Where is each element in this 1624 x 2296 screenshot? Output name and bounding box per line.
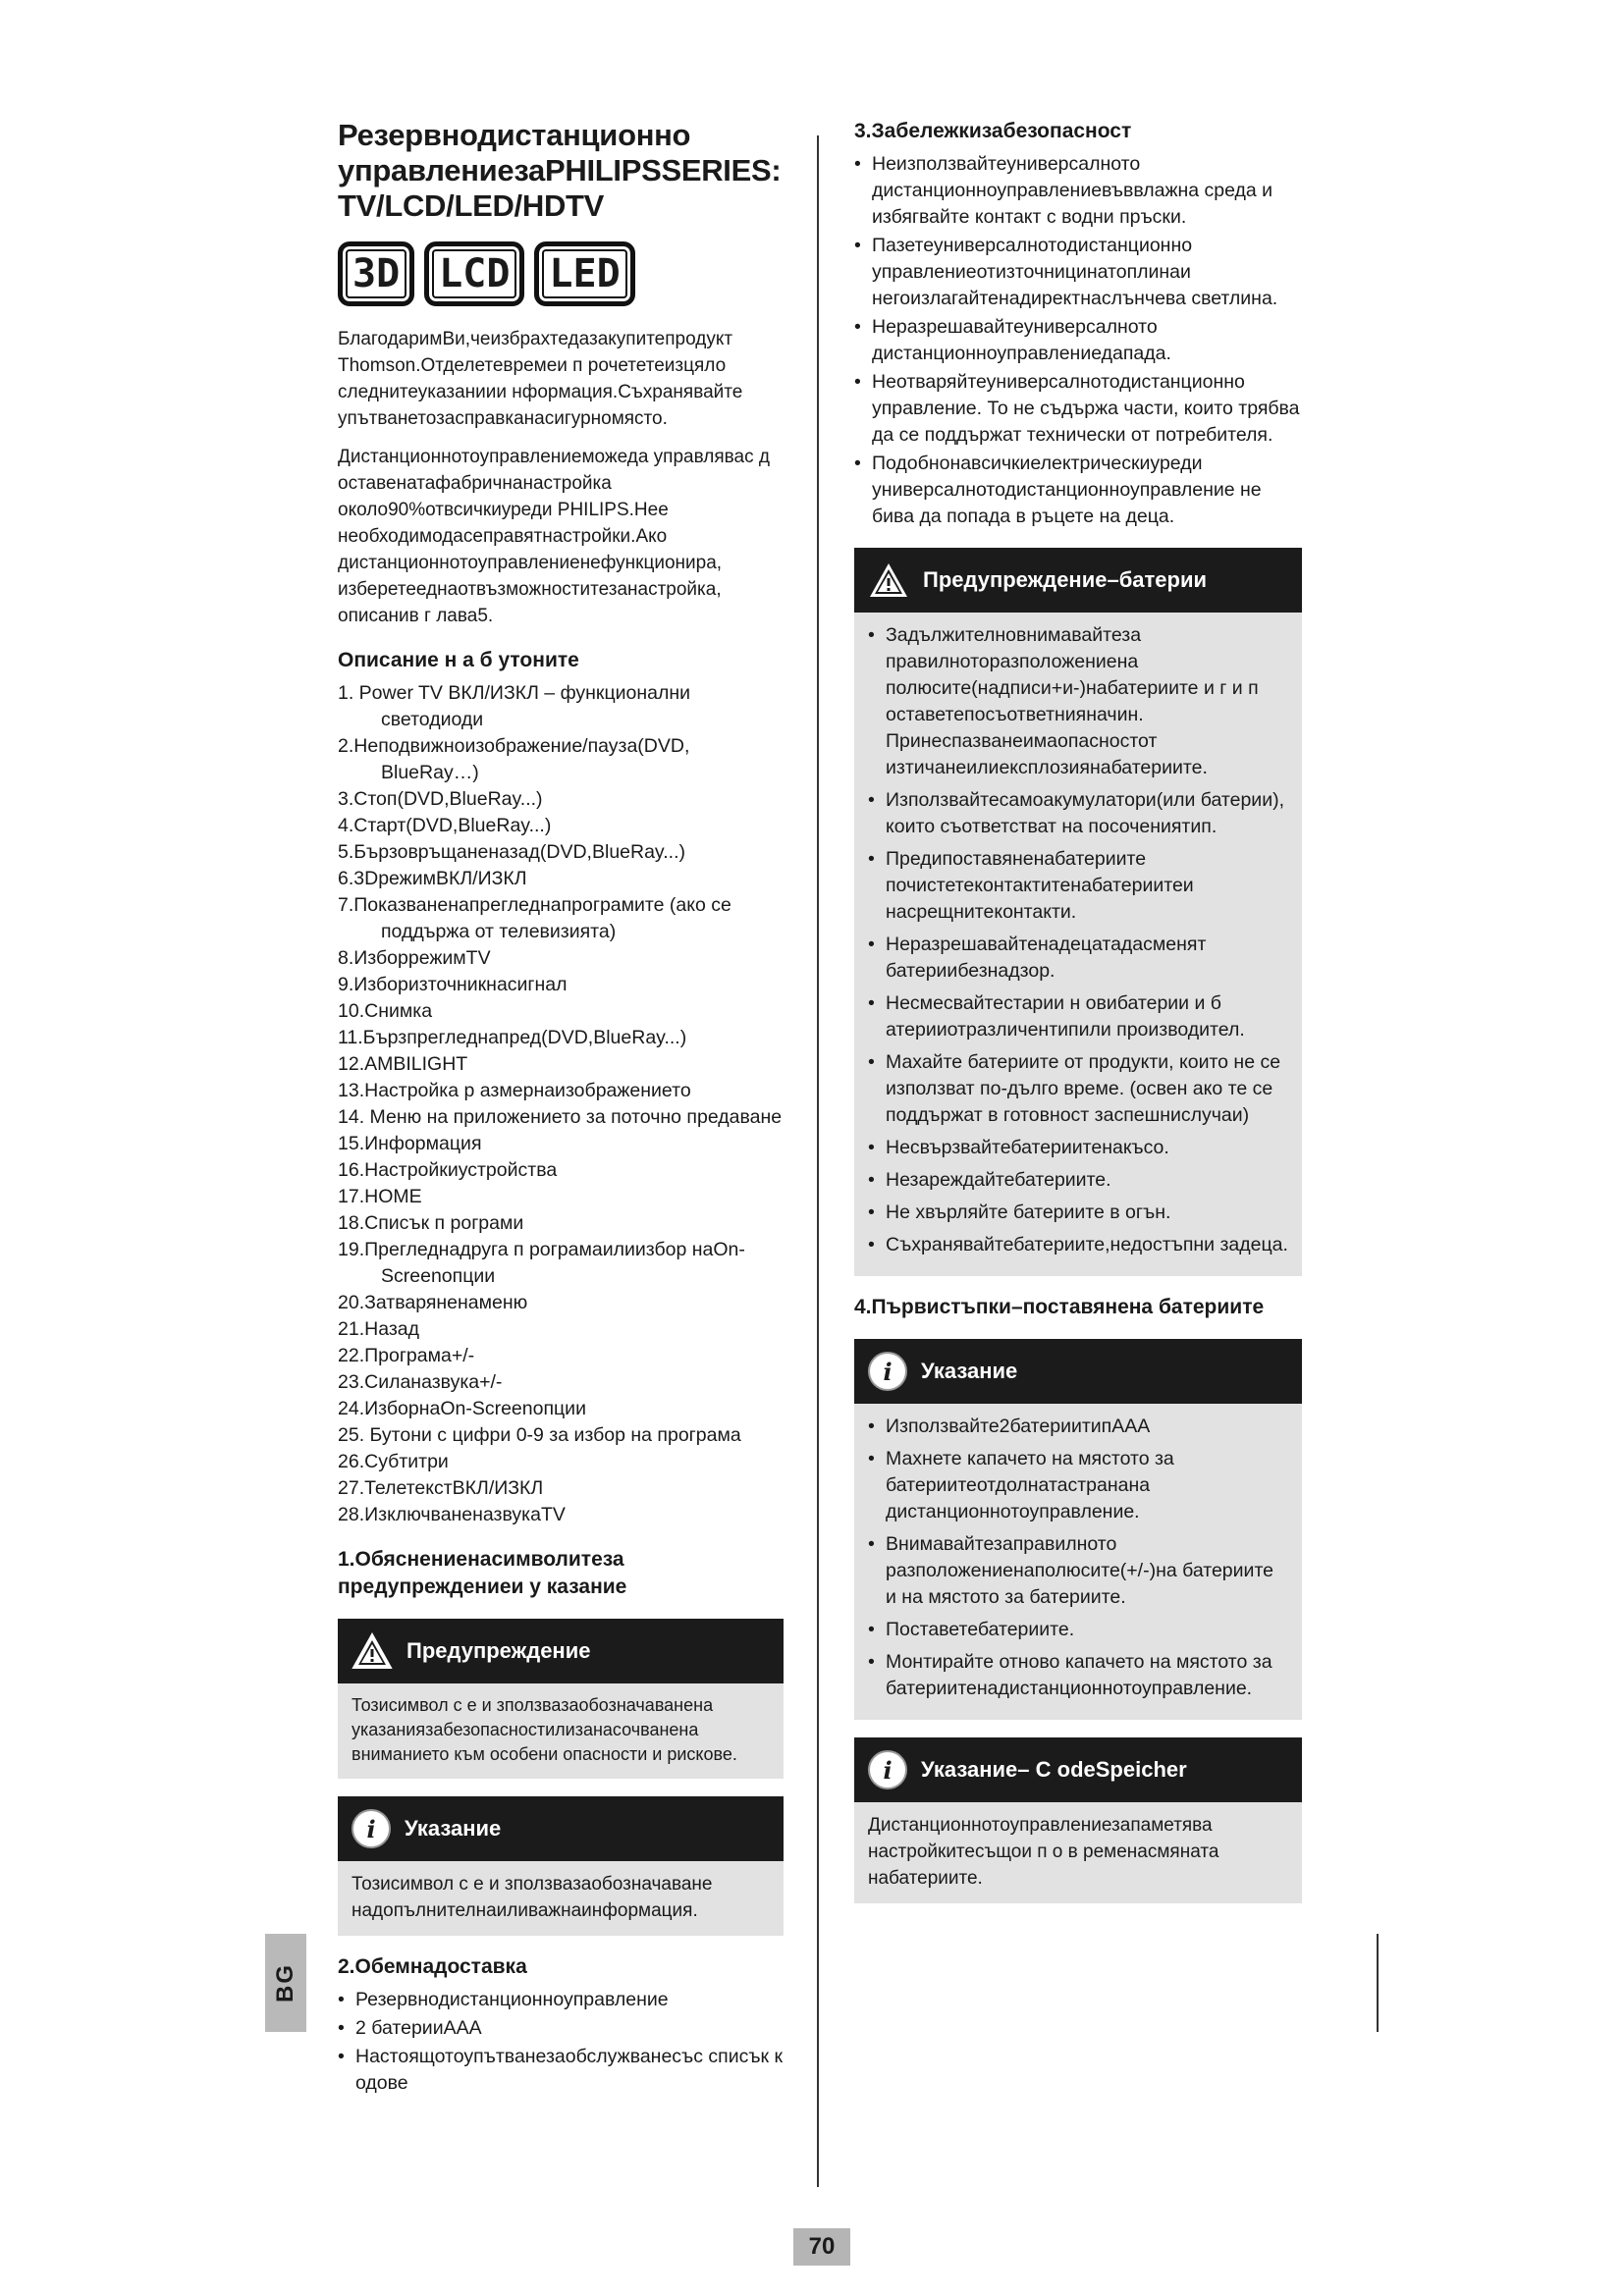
list-item: 10.Снимка	[338, 1000, 433, 1022]
list-item: • Резервнодистанционноуправление	[338, 1987, 784, 2013]
list-item: 5.Бързовръщаненазад(DVD,BlueRay...)	[338, 841, 685, 863]
logo-led: LED	[534, 241, 634, 306]
note-batteries-list	[868, 1414, 1288, 1702]
note-box-batteries-body	[854, 1404, 1302, 1720]
page-number: 70	[793, 2228, 850, 2266]
section1-heading: 1.Обяснениенасимволитеза предупреждениеи у казание	[338, 1548, 627, 1598]
list-item: • Съхранявайтебатериите,недостъпни задеца.	[868, 1232, 1288, 1258]
list-item: • Монтирайте отново капачето на мястото за батериитенадистанционнотоуправление.	[868, 1649, 1288, 1702]
list-item: • Задължителновнимавайтеза правилноторазположениена полюсите(надписи+и-)набатериите и г и п оставетепосъответнияначин. Принеспазванеимаопасностот изтичанеилиексплозиянабатериите.	[868, 622, 1288, 781]
list-item: • 2 батерииAAA	[338, 2015, 784, 2042]
language-tab	[265, 1934, 306, 2032]
list-item: 2.Неподвижноизображение/пауза(DVD, BlueRay…)	[338, 735, 690, 783]
list-item: • Внимавайтезаправилното разположениенаполюсите(+/-)на батериите и на мястото за батериите.	[868, 1531, 1288, 1611]
list-item: • Поставетебатериите.	[868, 1617, 1288, 1643]
code-memory-text: Дистанционнотоуправлениезапаметява настройкитесъщои п о в ременасмяната набатериите.	[854, 1802, 1302, 1903]
note-box-text: Тозисимвол с е и зползвазаобозначаване надопълнителнаиливажнаинформация.	[338, 1861, 784, 1936]
section4-heading: 4.Първистъпки–поставяненa батериите	[854, 1296, 1265, 1318]
list-item: 28.ИзключваненазвукаTV	[338, 1504, 566, 1525]
list-item: 6.3DрежимВКЛ/ИЗКЛ	[338, 868, 527, 889]
page-title	[338, 118, 784, 224]
column-divider	[817, 135, 819, 2187]
note-box-batteries-header	[854, 1339, 1302, 1404]
section2-heading: 2.Обемнадоставка	[338, 1955, 527, 1978]
warning-icon	[868, 561, 909, 599]
info-icon: i	[352, 1809, 391, 1848]
list-item: • Неразрешавайтеуниверсалното дистанционноуправлениедапада.	[854, 314, 1302, 367]
list-item: 23.Силаназвука+/-	[338, 1371, 503, 1393]
list-item: 8.ИзборрежимTV	[338, 947, 491, 969]
list-item: • Подобнонавсичкиелектрическиуреди универсалнотодистанционноуправление не бива да попада в ръцете на деца.	[854, 451, 1302, 530]
list-item: 24.ИзборнаOn-Screenопции	[338, 1398, 586, 1419]
list-item: 22.Програма+/-	[338, 1345, 475, 1366]
section3-heading: 3.Забележкизабезопасност	[854, 120, 1132, 142]
note-box-header	[338, 1796, 784, 1861]
list-item: 16.Настройкиустройства	[338, 1159, 558, 1181]
list-item: 17.HOME	[338, 1186, 422, 1207]
list-item: 3.Стоп(DVD,BlueRay...)	[338, 788, 543, 810]
list-item: • Неотваряйтеуниверсалнотодистанционно управление. То не съдържа части, които трябва да се поддържат технически от потребителя.	[854, 369, 1302, 449]
warning-icon	[352, 1632, 393, 1670]
list-item: • Настоящотоупътванезаобслужванесъс списък к одове	[338, 2044, 784, 2097]
intro-paragraph: БлагодаримВи,чеизбрахтедазакупитепродукт Thomson.Отделетевремеи п рочететеизцяло следнитеуказаниии нформация.Съхранявайте упътванетозасправканасигурномясто.	[338, 329, 743, 429]
warning-box	[338, 1619, 784, 1779]
list-item: • Махнете капачето на мястото за батериитеотдолнатастранана дистанционнотоуправление.	[868, 1446, 1288, 1525]
list-item: • Несмесвайтестарии н овибатерии и б атерииотразличентипили производител.	[868, 990, 1288, 1043]
logo-lcd: LCD	[424, 241, 524, 306]
list-item: • Неизползвайтеуниверсалното дистанционноуправлениевъввлажна среда и избягвайте контакт с водни пръски.	[854, 151, 1302, 231]
delivery-list	[338, 1987, 784, 2097]
list-item: 14. Меню на приложението за поточно предаване	[338, 1106, 783, 1128]
list-item: 1. Power TV ВКЛ/ИЗКЛ – функционални светодиоди	[338, 682, 690, 730]
list-item: 26.Субтитри	[338, 1451, 449, 1472]
list-item: 11.Бързпрегледнапред(DVD,BlueRay...)	[338, 1027, 687, 1048]
list-item: 27.ТелетекстВКЛ/ИЗКЛ	[338, 1477, 544, 1499]
list-item: 9.Изборизточникнасигнал	[338, 974, 568, 995]
left-column	[338, 118, 784, 2099]
list-item: • Не хвърляйте батериите в огън.	[868, 1200, 1288, 1226]
code-memory-box	[854, 1737, 1302, 1903]
battery-warning-box	[854, 548, 1302, 1276]
code-memory-header	[854, 1737, 1302, 1802]
list-item: • Махайте батериите от продукти, които не се използват по-дълго време. (освен ако те се поддържат в готовност заспешнислучаи)	[868, 1049, 1288, 1129]
language-tab-label: BG	[272, 1963, 298, 2002]
battery-warning-body	[854, 613, 1302, 1276]
battery-warning-list	[868, 622, 1288, 1258]
safety-list	[854, 151, 1302, 530]
feature-logos	[338, 241, 784, 306]
list-item: • Незареждайтебатериите.	[868, 1167, 1288, 1194]
right-column	[854, 118, 1302, 1921]
note-box	[338, 1796, 784, 1936]
list-item: • Предипоставяненабатериите почистетеконтактитенабатериитеи насрещнитеконтакти.	[868, 846, 1288, 926]
list-item: 21.Назад	[338, 1318, 419, 1340]
list-item: 19.Прегледнадруга п рограмаилиизбор наOn-Screenопции	[338, 1239, 745, 1287]
title-line: TV/LCD/LED/HDTV	[338, 188, 605, 223]
list-item: 15.Информация	[338, 1133, 482, 1154]
list-item: 18.Списък п рограми	[338, 1212, 524, 1234]
list-item: 12.AMBILIGHT	[338, 1053, 468, 1075]
battery-warning-header	[854, 548, 1302, 613]
buttons-heading: Описание н а б утоните	[338, 649, 579, 671]
warning-box-text: Тозисимвол с е и зползвазаобозначаванена указаниязабезопасностилизанасочванена вниманието към особени опасности и рискове.	[338, 1683, 784, 1779]
info-icon: i	[868, 1352, 907, 1391]
intro-paragraph: Дистанционнотоуправлениеможеда управлявас д оставенатафабричнанастройка около90%отвсичкиуреди PHILIPS.Нее необходимодасеправятнастройки.Ако дистанционнотоуправлениенефункционира, изберетееднаотвъзможноститезанастройка, описанив г лава5.	[338, 447, 770, 626]
list-item: • Използвайтесамоакумулатори(или батерии), които съответстват на посочениятип.	[868, 787, 1288, 840]
list-item: 20.Затваряненаменю	[338, 1292, 528, 1313]
warning-box-header	[338, 1619, 784, 1683]
code-memory-label: Указание– C odeSpeicher	[921, 1757, 1187, 1782]
list-item: • Използвайте2батериитипAAA	[868, 1414, 1288, 1440]
logo-3d: 3D	[338, 241, 414, 306]
list-item: 4.Старт(DVD,BlueRay...)	[338, 815, 552, 836]
note-box-label: Указание	[405, 1816, 502, 1841]
note-box-batteries	[854, 1339, 1302, 1720]
list-item: • Неразрешавайтенадецатадасменят батериибезнадзор.	[868, 932, 1288, 985]
buttons-list	[338, 680, 784, 1528]
list-item: 13.Настройка р азмернаизображението	[338, 1080, 691, 1101]
warning-box-label: Предупреждение	[406, 1638, 591, 1663]
right-edge-mark	[1377, 1934, 1379, 2032]
battery-warning-label: Предупреждение–батерии	[923, 567, 1208, 592]
list-item: 7.Показваненапрегледнапрограмите (ако се поддържа от телевизията)	[338, 894, 731, 942]
info-icon: i	[868, 1750, 907, 1789]
title-line: Резервнодистанционно	[338, 118, 691, 152]
note-box-batteries-label: Указание	[921, 1359, 1018, 1383]
list-item: • Пазетеуниверсалнотодистанционно управлениеотизточницинатоплинаи негоизлагайтенадиректнаслънчева светлина.	[854, 233, 1302, 312]
title-line: управлениезаPHILIPSSERIES:	[338, 153, 782, 187]
list-item: • Несвързвайтебатериитенакъсо.	[868, 1135, 1288, 1161]
list-item: 25. Бутони с цифри 0-9 за избор на програма	[338, 1424, 741, 1446]
